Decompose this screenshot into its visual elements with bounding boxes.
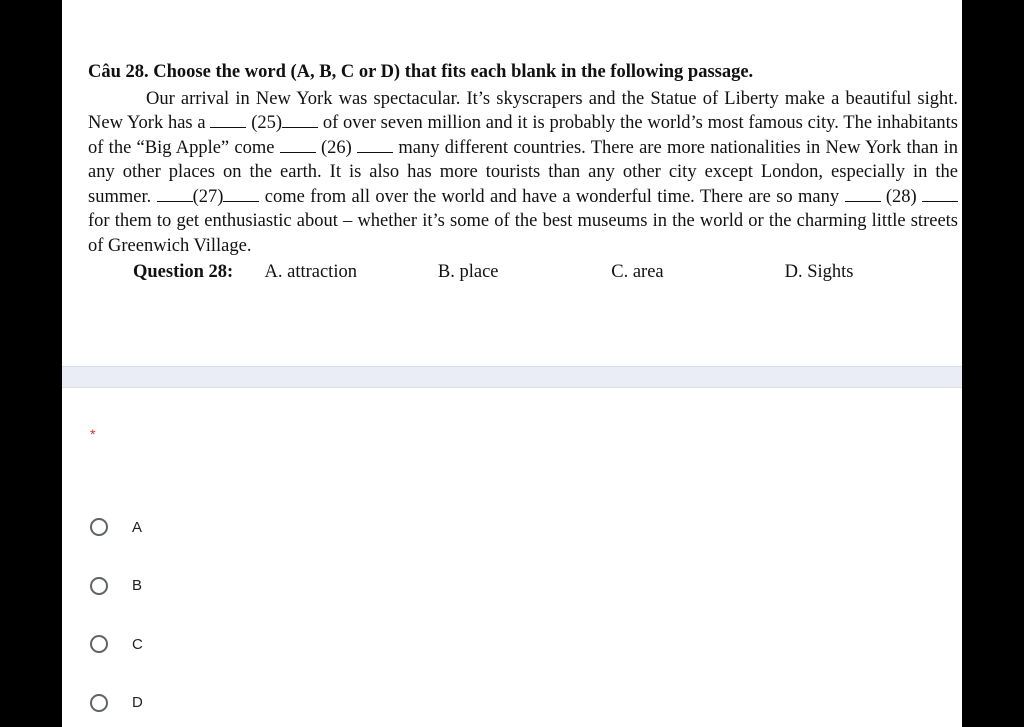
choice-c[interactable] — [90, 615, 143, 674]
radio-button-d[interactable] — [90, 694, 108, 712]
blank-line — [280, 138, 316, 153]
option-a-text: A. attraction — [264, 262, 357, 282]
blank-line — [845, 187, 881, 202]
blank-number-27: (27) — [192, 186, 224, 207]
passage-segment-4: come from all over the world and have a wonderful time. There are so many — [264, 186, 840, 207]
form-page — [62, 0, 962, 727]
choice-d[interactable] — [90, 674, 143, 727]
passage-segment-5: for them to get enthusiastic about – whether it’s some of the best museums in the world or the charming little streets of Greenwich Village. — [88, 211, 958, 256]
question-number-label: Question 28: — [133, 262, 234, 282]
choice-b-label: B — [132, 577, 143, 595]
blank-number-28: (28) — [885, 186, 917, 207]
option-b-text: B. place — [437, 262, 499, 282]
passage-segment-1: Our arrival in New York was spectacular. It’s skyscrapers and the Statue of Liberty make a beautiful sight. New York has a — [88, 88, 958, 133]
radio-button-b[interactable] — [90, 577, 108, 595]
blank-line — [157, 187, 193, 202]
radio-button-a[interactable] — [90, 518, 108, 536]
section-divider — [62, 366, 962, 388]
blank-number-26: (26) — [321, 137, 352, 158]
choice-a[interactable] — [90, 498, 143, 557]
blank-line — [357, 138, 393, 153]
choice-b[interactable] — [90, 557, 143, 616]
choice-a-label: A — [132, 518, 143, 536]
passage-text — [88, 87, 958, 259]
option-d-text: D. Sights — [784, 262, 854, 282]
passage-segment-3: many different countries. There are more nationalities in New York than in any other places on the earth. It is also has more tourists than any other city except London, especially in the summer. — [88, 137, 959, 207]
question-image — [88, 60, 958, 285]
radio-button-c[interactable] — [90, 635, 108, 653]
question-heading: Câu 28. Choose the word (A, B, C or D) that fits each blank in the following passage. — [88, 62, 754, 82]
answer-options-row — [88, 260, 958, 285]
blank-line — [210, 113, 246, 128]
blank-line — [282, 113, 318, 128]
choice-c-label: C — [132, 635, 143, 653]
blank-line — [922, 187, 958, 202]
option-c-text: C. area — [611, 262, 664, 282]
required-asterisk: * — [90, 426, 96, 442]
blank-line — [223, 187, 259, 202]
radio-choice-group — [90, 498, 143, 727]
passage-segment-2: of over seven million and it is probably the world’s most famous city. The inhabitants of the “Big Apple” come — [88, 113, 958, 158]
blank-number-25: (25) — [251, 113, 283, 133]
choice-d-label: D — [132, 694, 143, 712]
